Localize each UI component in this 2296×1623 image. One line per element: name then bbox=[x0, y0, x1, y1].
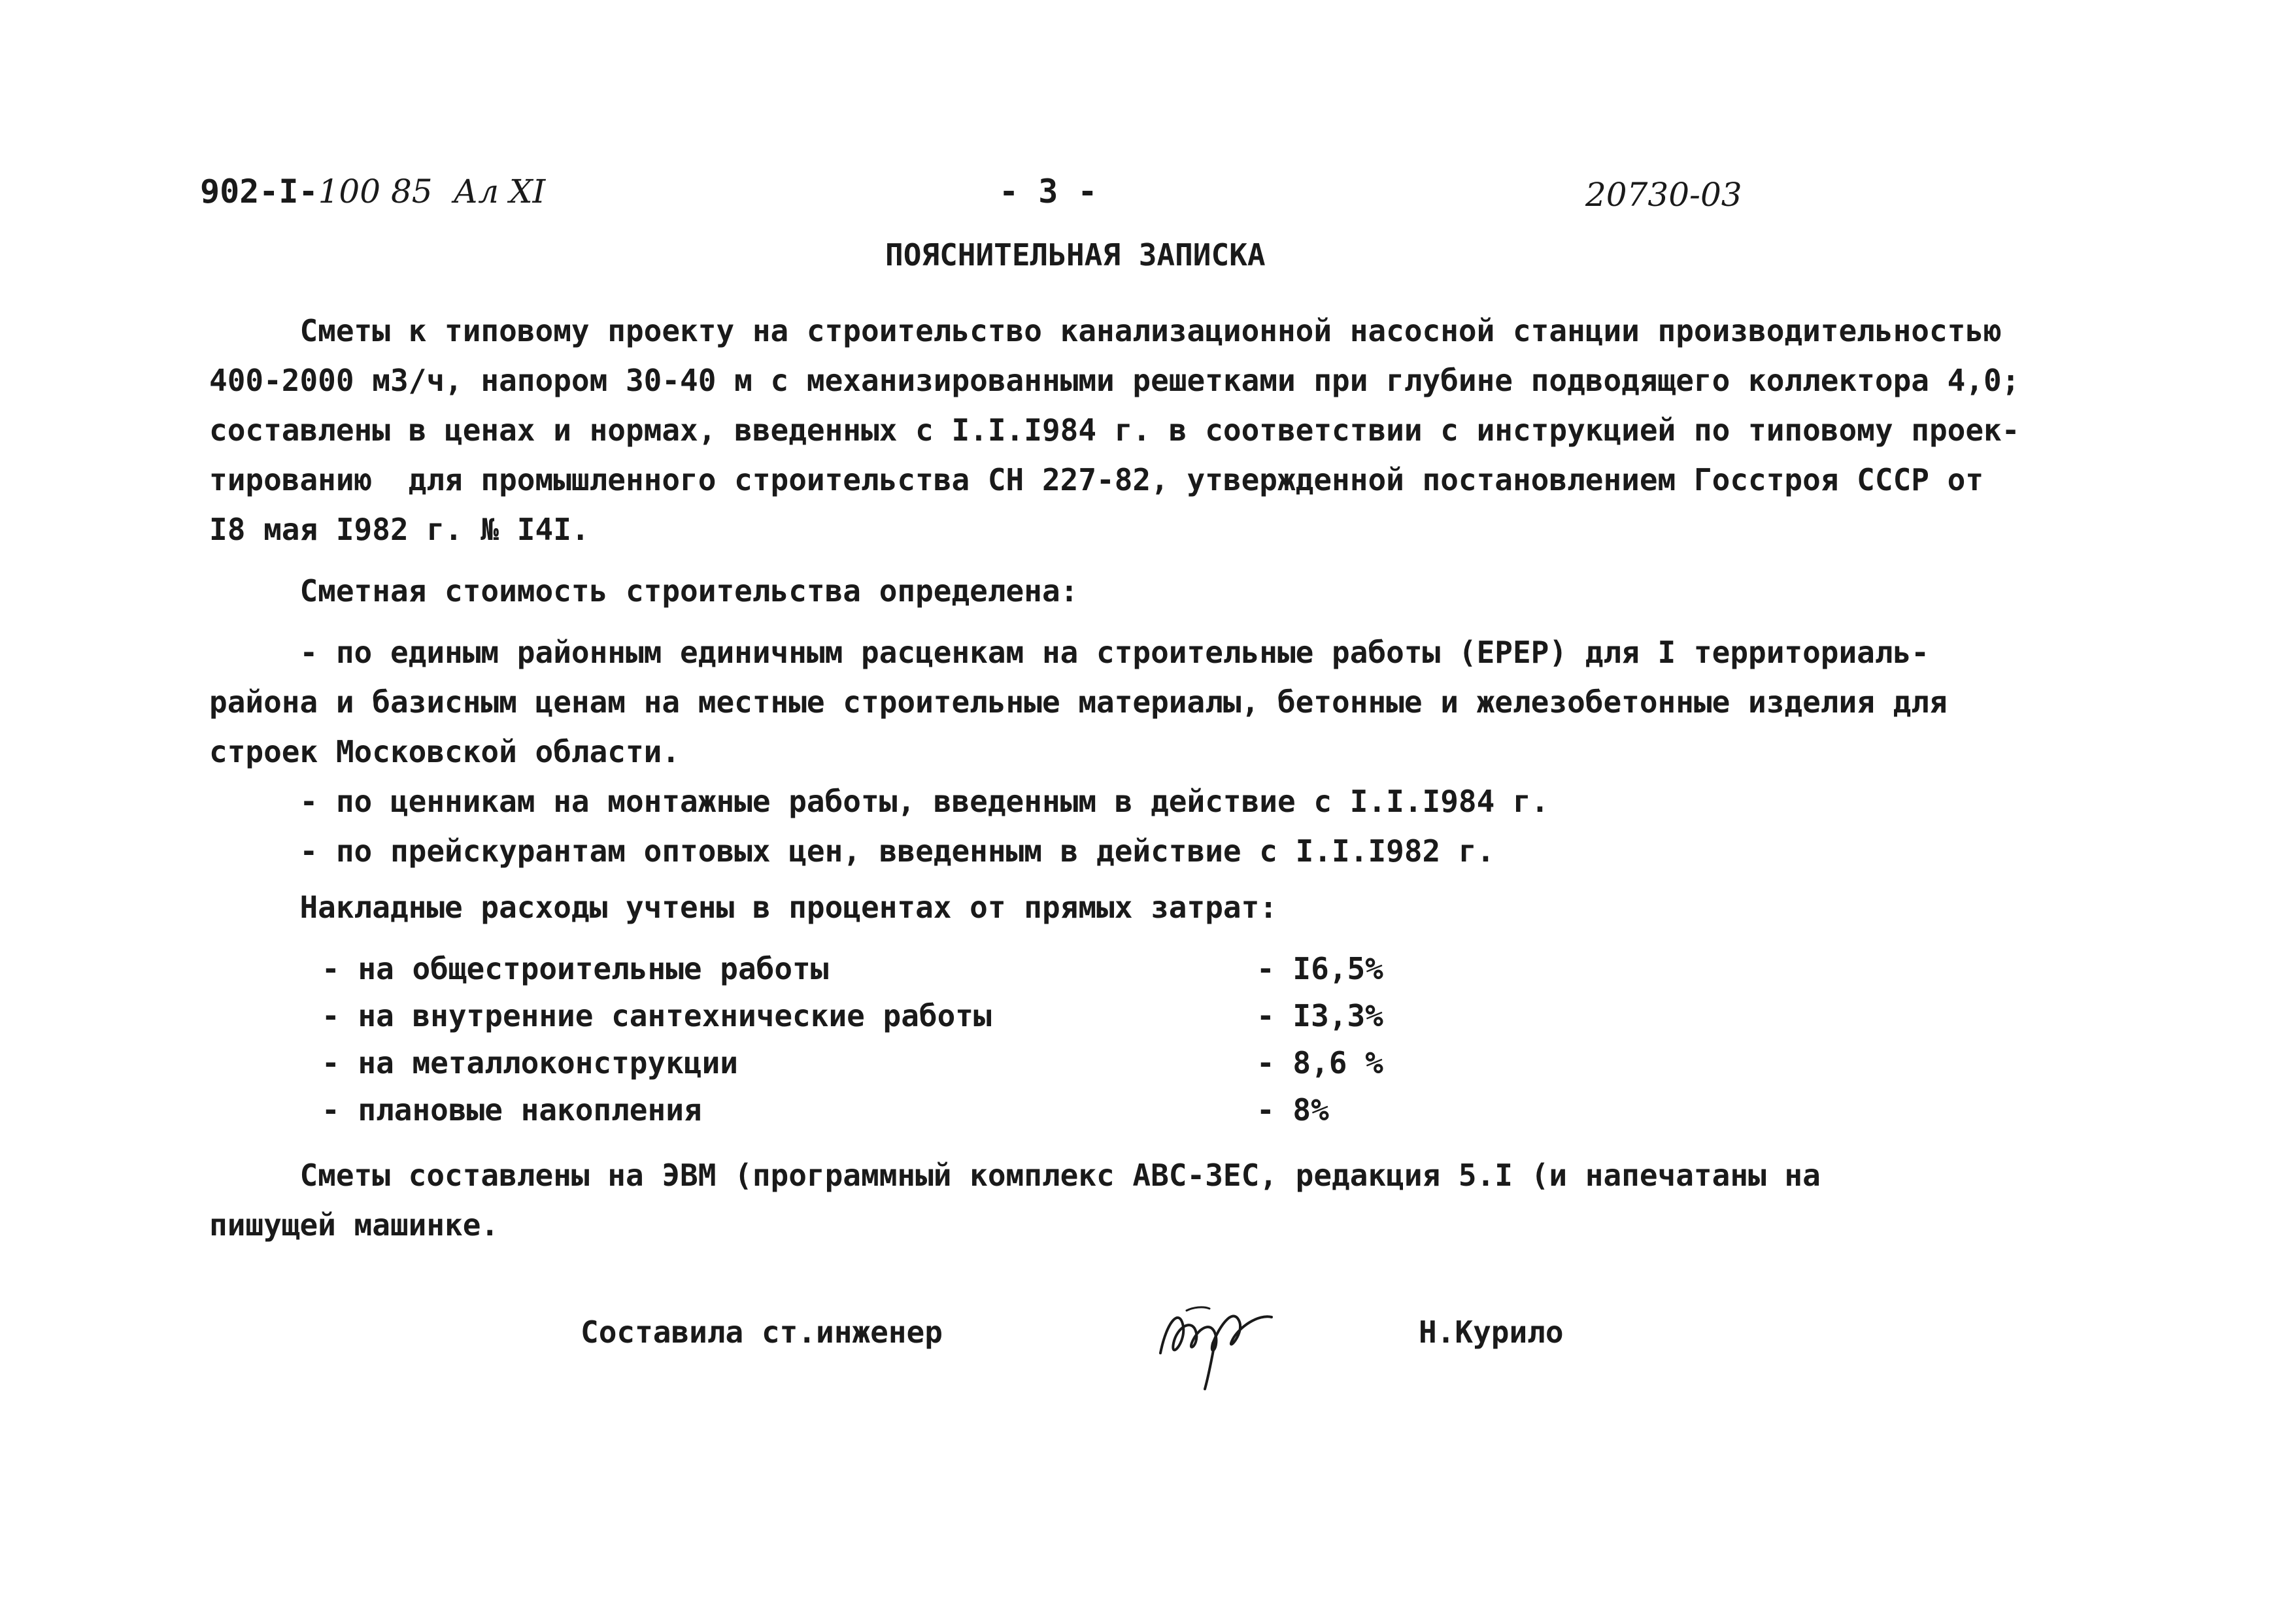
document-code-handwritten: 100 85 Ал XI bbox=[318, 173, 546, 210]
overhead-rate-row bbox=[322, 1038, 1383, 1085]
computer-note-line: Сметы составлены на ЭВМ (программный комплекс АВС-3ЕС, редакция 5.I (и напечатаны на bbox=[209, 1158, 1821, 1193]
cost-intro bbox=[209, 566, 2118, 616]
document-code-printed: 902-I- bbox=[200, 173, 318, 210]
overhead-rate-row bbox=[322, 944, 1383, 991]
computer-note-line: пишущей машинке. bbox=[209, 1207, 499, 1243]
cost-intro-line: Сметная стоимость строительства определена: bbox=[209, 573, 1079, 609]
cost-basis-list bbox=[209, 627, 2118, 876]
intro-line: составлены в ценах и нормах, введенных с I.I.I984 г. в соответствии с инструкцией по типовому проек- bbox=[209, 412, 2020, 448]
computer-note bbox=[209, 1150, 2118, 1250]
cost-basis-line: - по прейскурантам оптовых цен, введенным в действие с I.I.I982 г. bbox=[209, 833, 1495, 869]
cost-basis-line: - по ценникам на монтажные работы, введенным в действие с I.I.I984 г. bbox=[209, 784, 1549, 819]
overhead-rate-value: - 8,6 % bbox=[1257, 1045, 1383, 1080]
overhead-rate-value: - 8% bbox=[1257, 1092, 1329, 1128]
handwritten-signature bbox=[1147, 1281, 1285, 1392]
overhead-rate-label: - на внутренние сантехнические работы bbox=[322, 998, 992, 1033]
intro-line: I8 мая I982 г. № I4I. bbox=[209, 512, 590, 547]
cost-basis-line: - по единым районным единичным расценкам на строительные работы (ЕРЕР) для I территориаль- bbox=[209, 635, 1929, 670]
signatory-name: Н.Курило bbox=[1419, 1314, 1564, 1350]
page-number: - 3 - bbox=[999, 173, 1098, 210]
signature-role: Составила ст.инженер bbox=[581, 1314, 943, 1350]
overhead-rate-row bbox=[322, 1085, 1329, 1132]
overhead-rate-label: - на общестроительные работы bbox=[322, 951, 829, 986]
intro-paragraph bbox=[209, 306, 2118, 554]
overhead-rate-value: - I3,3% bbox=[1257, 998, 1383, 1033]
document-code bbox=[200, 167, 545, 216]
overhead-intro-line: Накладные расходы учтены в процентах от прямых затрат: bbox=[209, 890, 1277, 925]
intro-line: Сметы к типовому проекту на строительство канализационной насосной станции производительностью bbox=[209, 313, 2002, 348]
overhead-rate-label: - плановые накопления bbox=[322, 1092, 702, 1128]
overhead-rate-value: - I6,5% bbox=[1257, 951, 1383, 986]
cost-basis-line: района и базисным ценам на местные строительные материалы, бетонные и железобетонные изделия для bbox=[209, 684, 1948, 720]
cost-basis-line: строек Московской области. bbox=[209, 734, 681, 769]
document-title: ПОЯСНИТЕЛЬНАЯ ЗАПИСКА bbox=[885, 237, 1266, 273]
overhead-intro bbox=[209, 882, 2118, 932]
intro-line: 400-2000 м3/ч, напором 30-40 м с механизированными решетками при глубине подводящего коллектора 4,0; bbox=[209, 363, 2020, 398]
intro-line: тированию для промышленного строительства СН 227-82, утвержденной постановлением Госстроя СССР от bbox=[209, 462, 1984, 497]
overhead-rate-row bbox=[322, 991, 1383, 1038]
overhead-rate-label: - на металлоконструкции bbox=[322, 1045, 738, 1080]
reference-number-handwritten: 20730-03 bbox=[1585, 176, 1742, 214]
